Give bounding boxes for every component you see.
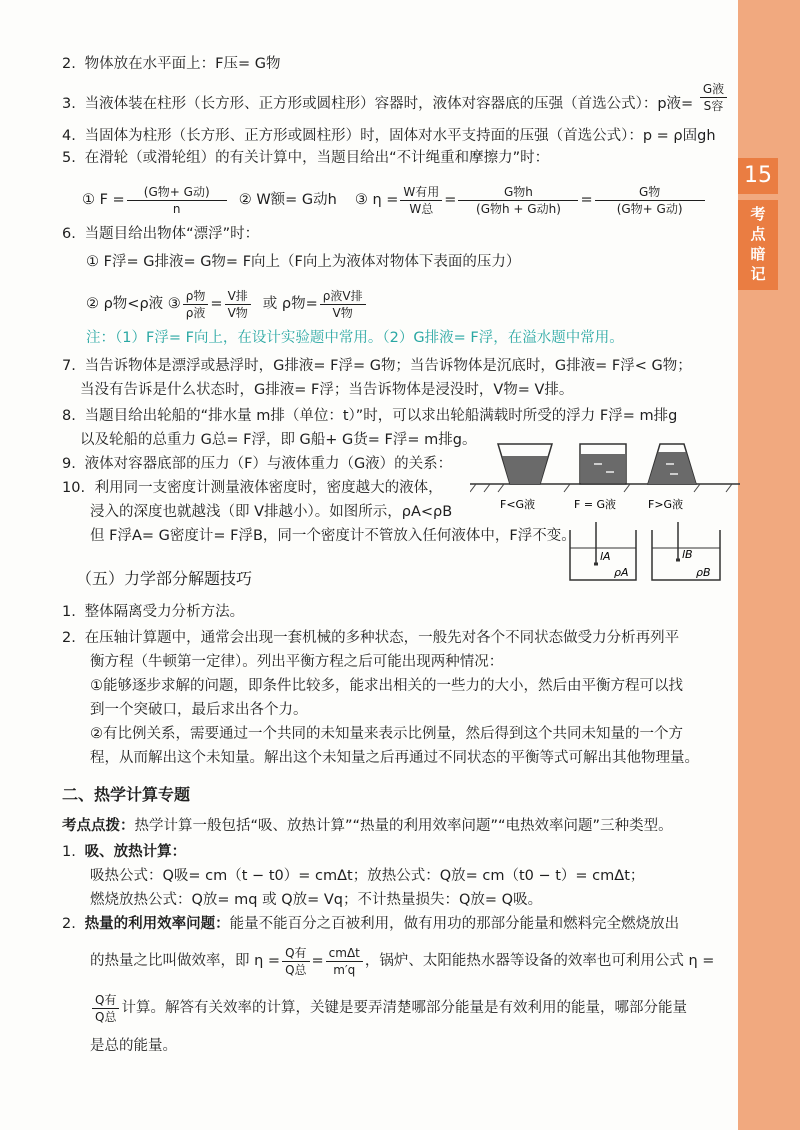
efficiency-formula-2 (90, 988, 687, 1028)
item-number: 1. (62, 844, 76, 860)
item-text: 当告诉物体是漂浮或悬浮时，G排液= F浮= G物；当告诉物体是沉底时，G排液= F浮< G物； (84, 358, 692, 374)
item-text: 当题目给出物体“漂浮”时： (84, 226, 260, 242)
numerator: ρ物 (183, 288, 209, 305)
pulley-formulas (82, 178, 707, 222)
tip-2-case-1-continued: 到一个突破口，最后求出各个力。 (90, 702, 308, 718)
formula-text: ② W额= G动h (238, 192, 337, 208)
label-lb: lB (682, 548, 693, 561)
item-number: 4. (62, 128, 76, 144)
item-number: 5. (62, 150, 76, 166)
container-label-1: F<G液 (500, 498, 536, 511)
chapter-number: 15 (738, 158, 778, 194)
float-formula-2 (86, 282, 368, 326)
item-text: 整体隔离受力分析方法。 (84, 604, 245, 620)
liquid-1 (502, 456, 548, 484)
item-number: 6. (62, 226, 76, 242)
fraction (320, 288, 366, 321)
denominator: V物 (332, 305, 353, 320)
item-10-continued: 但 F浮A= G密度计= F浮B，同一个密度计不管放入任何液体中，F浮不变。 (90, 528, 576, 544)
fraction (225, 288, 251, 321)
item-8-continued: 以及轮船的总重力 G总= F浮，即 G船+ G货= F浮= m排g。 (80, 432, 477, 448)
fraction (400, 184, 442, 217)
item-text: 在压轴计算题中，通常会出现一套机械的多种状态，一般先对各个不同状态做受力分析再列平 (84, 630, 680, 646)
item-text: 当固体为柱形（长方形、正方形或圆柱形）时，固体对水平支持面的压强（首选公式）：p = ρ固gh (84, 128, 716, 144)
item-number: 3. (62, 96, 76, 112)
item-text: 在滑轮（或滑轮组）的有关计算中，当题目给出“不计绳重和摩擦力”时： (84, 150, 550, 166)
thermal-2 (62, 914, 679, 934)
fraction (92, 992, 119, 1025)
formula-text: = (311, 953, 324, 969)
section-heading-mechanics-tips: （五）力学部分解题技巧 (76, 569, 253, 588)
container-label-2: F = G液 (574, 498, 617, 511)
numerator: G物h (458, 184, 578, 201)
thermal-2-end: 是总的能量。 (90, 1038, 177, 1054)
formula-text: 计算。解答有关效率的计算，关键是要弄清楚哪部分能量是有效利用的能量，哪部分能量 (121, 1000, 687, 1016)
denominator: W总 (409, 201, 434, 216)
numerator: V排 (225, 288, 251, 305)
item-text: 当液体装在柱形（长方形、正方形或圆柱形）容器时，液体对容器底的压强（首选公式）：p液= (84, 96, 694, 112)
label-rho-a: ρA (614, 566, 629, 579)
formula-text: = (210, 296, 223, 312)
formula-text: = (444, 192, 457, 208)
item-label: 吸、放热计算： (84, 844, 187, 860)
formula-text: 或 ρ物= (262, 296, 318, 312)
tab-char: 暗 (750, 245, 766, 263)
denominator: n (172, 201, 181, 216)
item-number: 2. (62, 56, 76, 72)
ground-hatch (470, 484, 732, 492)
fraction (183, 288, 209, 321)
item-number: 10. (62, 480, 86, 496)
formula-text: ① F = (82, 192, 125, 208)
tab-char: 记 (750, 265, 766, 283)
denominator: ρ液 (185, 305, 206, 320)
item-10-continued: 浸入的深度也就越浅（即 V排越小）。如图所示，ρA<ρB (90, 504, 453, 520)
denominator: Q总 (95, 1009, 117, 1024)
numerator: Q有 (92, 992, 119, 1009)
item-label: 热量的利用效率问题： (84, 916, 230, 932)
formula-text: 的热量之比叫做效率，即 η = (90, 953, 281, 969)
formula-text: = (580, 192, 593, 208)
item-text: 当题目给出轮船的“排水量 m排（单位：t）”时，可以求出轮船满载时所受的浮力 F浮= m排g (84, 408, 678, 424)
key-point-text: 热学计算一般包括“吸、放热计算”“热量的利用效率问题”“电热效率问题”三种类型。 (134, 818, 673, 834)
formula-text: ，锅炉、太阳能热水器等设备的效率也可利用公式 η = (364, 953, 715, 969)
tab-char: 点 (750, 225, 766, 243)
item-3 (62, 81, 729, 114)
fraction (326, 945, 363, 978)
denominator: (G物+ G动) (616, 201, 683, 216)
numerator: Q有 (282, 945, 309, 962)
numerator: G液 (700, 81, 727, 98)
denominator: m′q (333, 962, 356, 977)
numerator: (G物+ G动) (127, 184, 227, 201)
numerator: cmΔt (326, 945, 363, 962)
item-5 (62, 148, 549, 168)
tip-2-case-2: ②有比例关系，需要通过一个共同的未知量来表示比例量，然后得到这个共同未知量的一个方 (90, 726, 683, 742)
tip-2 (62, 628, 679, 648)
item-2 (62, 54, 280, 74)
liquid-3 (648, 452, 696, 484)
item-text: 利用同一支密度计测量液体密度时，密度越大的液体， (94, 480, 443, 496)
denominator: S容 (703, 98, 724, 113)
item-4 (62, 126, 716, 146)
key-point (62, 816, 673, 836)
denominator: Q总 (285, 962, 307, 977)
item-8 (62, 406, 677, 426)
fraction (127, 184, 227, 217)
item-number: 2. (62, 916, 76, 932)
container-diagram (470, 436, 740, 516)
thermal-1 (62, 842, 186, 862)
fraction (458, 184, 578, 217)
item-text: 物体放在水平面上：F压= G物 (84, 56, 281, 72)
key-point-label: 考点点拨： (62, 818, 135, 834)
tip-1 (62, 602, 244, 622)
item-7 (62, 356, 692, 376)
tip-2-case-2-continued: 程，从而解出这个未知量。解出这个未知量之后再通过不同状态的平衡等式可解出其他物理量。 (90, 750, 699, 766)
hydrometer-diagram (566, 520, 726, 586)
formula-text: ③ η = (354, 192, 399, 208)
numerator: G物 (595, 184, 705, 201)
tab-char: 考 (750, 205, 766, 223)
numerator: W有用 (400, 184, 442, 201)
item-number: 2. (62, 630, 76, 646)
fraction (595, 184, 705, 217)
label-rho-b: ρB (696, 566, 711, 579)
fraction (282, 945, 309, 978)
item-text: 液体对容器底部的压力（F）与液体重力（G液）的关系： (84, 456, 453, 472)
item-number: 7. (62, 358, 76, 374)
formula-text: ② ρ物<ρ液 ③ (86, 296, 181, 312)
denominator: (G物h + G动h) (476, 201, 561, 216)
section-heading-thermal: 二、热学计算专题 (62, 785, 191, 804)
efficiency-formula (90, 940, 714, 982)
tip-2-continued: 衡方程（牛顿第一定律）。列出平衡方程之后可能出现两种情况： (90, 654, 504, 670)
numerator: ρ液V排 (320, 288, 366, 305)
note-text: 注：（1）F浮= F向上，在设计实验题中常用。（2）G排液= F浮，在溢水题中常用。 (86, 330, 624, 346)
chapter-tab-label (738, 200, 778, 290)
item-6 (62, 224, 259, 244)
label-la: lA (600, 550, 611, 563)
item-number: 9. (62, 456, 76, 472)
item-number: 8. (62, 408, 76, 424)
liquid-2 (581, 454, 625, 483)
item-10 (62, 478, 443, 498)
denominator: V物 (227, 305, 248, 320)
fraction (700, 81, 727, 114)
container-label-3: F>G液 (648, 498, 684, 511)
float-formula-1: ① F浮= G排液= G物= F向上（F向上为液体对物体下表面的压力） (86, 254, 521, 270)
tip-2-case-1: ①能够逐步求解的问题，即条件比较多，能求出相关的一些力的大小，然后由平衡方程可以找 (90, 678, 683, 694)
heat-formula-absorb-release: 吸热公式：Q吸= cm（t − t0）= cmΔt；放热公式：Q放= cm（t0 − t）= cmΔt； (90, 868, 645, 884)
heat-formula-combustion: 燃烧放热公式：Q放= mq 或 Q放= Vq；不计热量损失：Q放= Q吸。 (90, 892, 543, 908)
item-number: 1. (62, 604, 76, 620)
item-7-continued: 当没有告诉是什么状态时，G排液= F浮；当告诉物体是浸没时，V物= V排。 (80, 382, 574, 398)
item-text: 能量不能百分之百被利用，做有用功的那部分能量和燃料完全燃烧放出 (229, 916, 680, 932)
item-9 (62, 454, 452, 474)
